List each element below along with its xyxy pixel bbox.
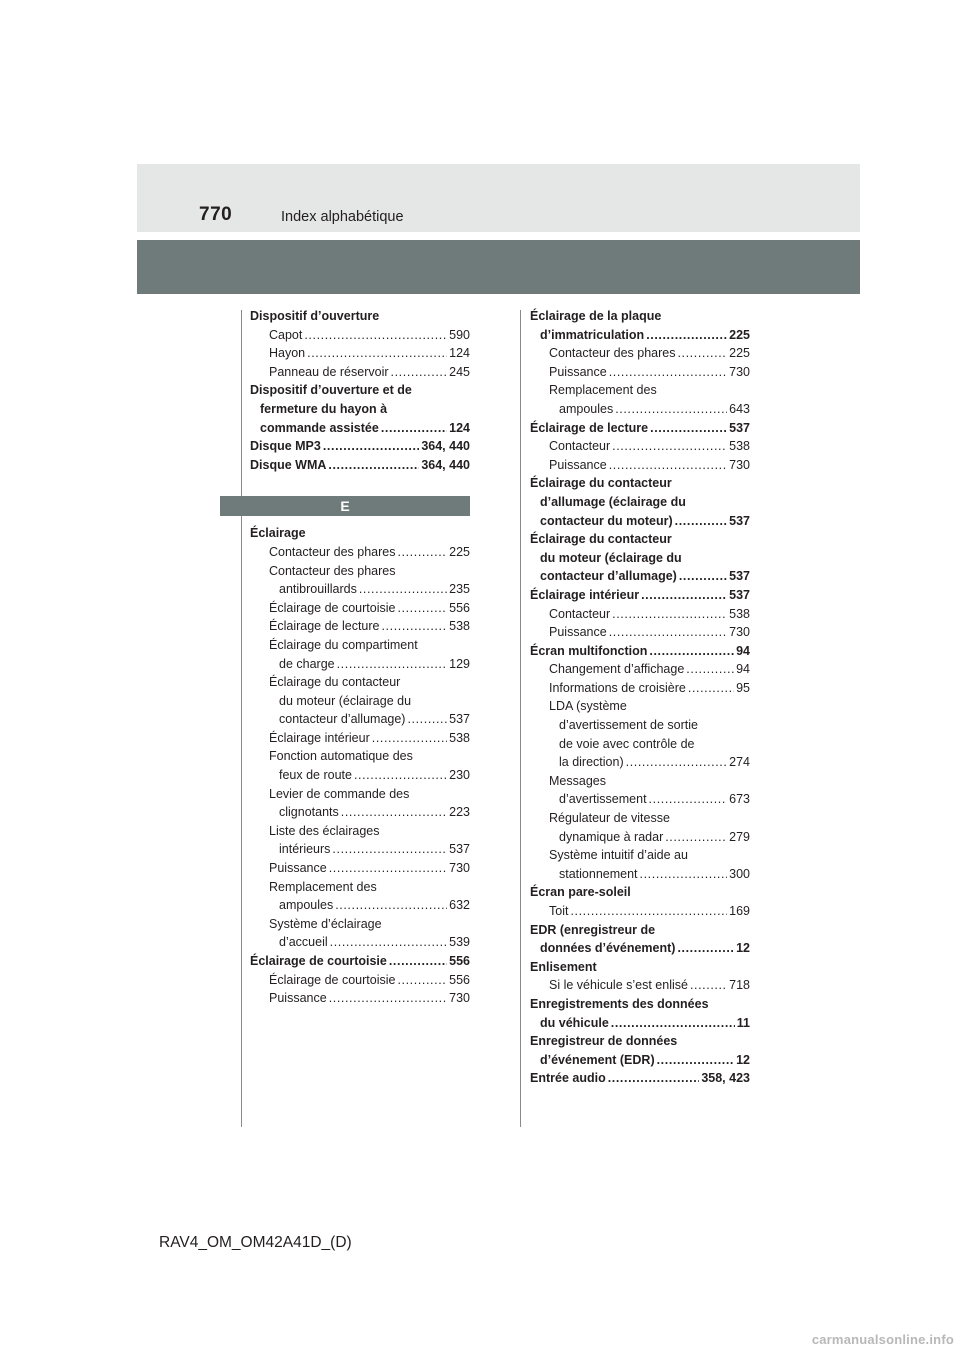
entry-text: Dispositif d’ouverture	[250, 309, 380, 323]
entry-text: LDA (système	[549, 699, 627, 714]
entries-e-continued	[530, 307, 750, 1088]
entry-text: stationnement	[559, 866, 638, 881]
index-entry	[530, 1032, 750, 1051]
leader-dots	[341, 803, 447, 822]
entry-text: Régulateur de vitesse	[549, 811, 670, 826]
index-entry	[530, 549, 750, 568]
leader-dots	[381, 617, 447, 636]
index-entry	[530, 1069, 750, 1088]
index-entry	[530, 1014, 750, 1033]
index-entry	[250, 822, 470, 841]
index-entry	[530, 307, 750, 326]
entry-text: Contacteur des phares	[269, 563, 396, 578]
index-entry	[530, 326, 750, 345]
entry-text: contacteur du moteur)	[540, 513, 673, 528]
leader-dots	[690, 976, 727, 995]
index-entry	[530, 902, 750, 921]
page-reference: 94	[736, 662, 750, 677]
entry-text: Écran multifonction	[530, 643, 648, 658]
leader-dots	[615, 400, 727, 419]
index-entry	[530, 939, 750, 958]
entry-text: de charge	[279, 656, 335, 671]
entry-text: Remplacement des	[549, 383, 657, 398]
leader-dots	[608, 1069, 700, 1088]
index-entry	[530, 605, 750, 624]
entry-text: ampoules	[559, 401, 614, 416]
index-entry	[530, 735, 750, 754]
index-entry	[250, 729, 470, 748]
index-entry	[250, 840, 470, 859]
entry-text: Contacteur	[549, 439, 611, 454]
page-reference: 129	[449, 656, 470, 671]
page-reference: 590	[449, 327, 470, 342]
index-entry	[250, 896, 470, 915]
entry-text: d’accueil	[279, 935, 328, 950]
entry-text: Changement d’affichage	[549, 662, 685, 677]
entry-text: Puissance	[549, 364, 607, 379]
page-reference: 11	[736, 1015, 750, 1030]
index-entry	[530, 437, 750, 456]
entry-text: fermeture du hayon à	[260, 401, 388, 416]
index-entry	[530, 921, 750, 940]
entry-text: antibrouillards	[279, 582, 357, 597]
entry-text: contacteur d’allumage)	[540, 569, 677, 584]
index-entry	[250, 803, 470, 822]
entry-text: contacteur d’allumage)	[279, 712, 406, 727]
leader-dots	[304, 326, 447, 345]
document-code: RAV4_OM_OM42A41D_(D)	[159, 1234, 352, 1251]
index-entry	[250, 617, 470, 636]
index-entry	[530, 753, 750, 772]
header-bar	[137, 240, 860, 294]
entry-text: du moteur (éclairage du	[279, 693, 412, 708]
entry-text: du véhicule	[540, 1015, 609, 1030]
entry-text: Éclairage intérieur	[269, 730, 370, 745]
index-entry	[250, 878, 470, 897]
page-reference: 539	[449, 935, 470, 950]
entry-text: d’immatriculation	[540, 327, 645, 342]
entry-text: Éclairage intérieur	[530, 587, 640, 602]
index-entry	[250, 692, 470, 711]
entry-text: ampoules	[279, 898, 334, 913]
page-reference: 537	[449, 712, 470, 727]
page-reference: 94	[736, 643, 750, 658]
page-reference: 169	[729, 904, 750, 918]
index-entry	[250, 580, 470, 599]
page-reference: 537	[449, 842, 470, 857]
page-reference: 358, 423	[701, 1071, 750, 1086]
entry-text: Éclairage du contacteur	[530, 476, 672, 491]
index-entry	[250, 971, 470, 990]
entry-text: Éclairage de lecture	[269, 619, 380, 634]
leader-dots	[330, 933, 448, 952]
entry-text: Éclairage de courtoisie	[250, 954, 387, 968]
index-entry	[530, 976, 750, 995]
leader-dots	[640, 865, 728, 884]
entry-text: Éclairage du compartiment	[269, 637, 418, 652]
page-reference: 124	[449, 346, 470, 361]
entry-text: Système intuitif d’aide au	[549, 848, 688, 863]
leader-dots	[372, 729, 447, 748]
page-reference: 364, 440	[421, 439, 470, 454]
page-reference: 538	[729, 439, 750, 454]
index-entry	[530, 716, 750, 735]
entry-text: Capot	[269, 327, 303, 342]
leader-dots	[650, 419, 727, 438]
index-entry	[530, 958, 750, 977]
entry-text: Informations de croisière	[549, 680, 686, 695]
index-entry	[530, 846, 750, 865]
index-entry	[530, 642, 750, 661]
entry-text: Si le véhicule s’est enlisé	[549, 978, 688, 993]
page-reference: 730	[729, 625, 750, 640]
leader-dots	[397, 543, 447, 562]
index-entry	[530, 790, 750, 809]
leader-dots	[688, 679, 734, 698]
page-reference: 230	[449, 768, 470, 783]
entry-text: clignotants	[279, 805, 339, 820]
page-reference: 730	[729, 364, 750, 379]
index-entry	[530, 1051, 750, 1070]
entry-text: Éclairage de courtoisie	[269, 600, 396, 615]
index-entry	[250, 710, 470, 729]
index-entry	[530, 883, 750, 902]
page-reference: 718	[729, 978, 750, 993]
leader-dots	[649, 642, 734, 661]
index-entry	[250, 673, 470, 692]
page-reference: 556	[449, 600, 470, 615]
page-reference: 12	[736, 1052, 750, 1067]
index-entry	[530, 623, 750, 642]
index-entry	[530, 493, 750, 512]
index-entry	[530, 419, 750, 438]
index-entry	[250, 655, 470, 674]
index-entry	[250, 933, 470, 952]
entry-text: Disque MP3	[250, 439, 321, 454]
entry-text: Hayon	[269, 346, 306, 361]
index-entry	[530, 828, 750, 847]
index-entry	[250, 381, 470, 400]
leader-dots	[675, 512, 727, 531]
index-entry	[250, 785, 470, 804]
leader-dots	[646, 326, 727, 345]
page-reference: 225	[729, 346, 750, 361]
index-entry	[530, 586, 750, 605]
entry-text: Toit	[549, 904, 569, 918]
leader-dots	[626, 753, 728, 772]
leader-dots	[391, 363, 448, 382]
leader-dots	[335, 896, 447, 915]
entry-text: Puissance	[549, 625, 607, 640]
index-entry	[530, 660, 750, 679]
page-reference: 538	[449, 619, 470, 634]
index-entry	[530, 381, 750, 400]
page-reference: 537	[729, 587, 750, 602]
leader-dots	[381, 419, 447, 438]
index-entry	[530, 530, 750, 549]
index-entry	[250, 952, 470, 971]
leader-dots	[329, 859, 447, 878]
index-entry	[530, 400, 750, 419]
index-entry	[250, 562, 470, 581]
index-column-1	[250, 307, 470, 1008]
leader-dots	[649, 790, 728, 809]
entry-text: Dispositif d’ouverture et de	[250, 383, 412, 398]
index-entry	[530, 456, 750, 475]
index-entry	[250, 419, 470, 438]
entry-text: commande assistée	[260, 420, 379, 435]
leader-dots	[329, 989, 447, 1008]
page-reference: 364, 440	[421, 457, 470, 472]
page-reference: 556	[449, 954, 470, 968]
leader-dots	[679, 567, 727, 586]
entries-d	[250, 307, 470, 474]
index-entry	[250, 307, 470, 326]
page-reference: 12	[736, 941, 750, 956]
leader-dots	[641, 586, 727, 605]
index-entry	[530, 772, 750, 791]
page-reference: 643	[729, 401, 750, 416]
entry-text: du moteur (éclairage du	[540, 550, 682, 565]
index-entry	[250, 636, 470, 655]
page-reference: 245	[449, 364, 470, 379]
leader-dots	[609, 363, 727, 382]
page-reference: 225	[449, 544, 470, 559]
header-band	[137, 164, 860, 232]
entry-text: intérieurs	[279, 842, 331, 857]
leader-dots	[407, 710, 447, 729]
leader-dots	[609, 623, 727, 642]
index-entry	[250, 524, 470, 543]
entry-text: dynamique à radar	[559, 829, 664, 844]
entry-text: d’allumage (éclairage du	[540, 494, 686, 509]
entry-text: feux de route	[279, 768, 352, 783]
letter-heading-e: E	[220, 496, 470, 516]
index-entry	[250, 989, 470, 1008]
leader-dots	[677, 939, 734, 958]
leader-dots	[359, 580, 447, 599]
entry-text: EDR (enregistreur de	[530, 922, 656, 937]
entry-text: Disque WMA	[250, 457, 327, 472]
leader-dots	[323, 437, 419, 456]
index-entry	[250, 747, 470, 766]
page-number: 770	[199, 204, 233, 225]
entry-text: Éclairage	[250, 526, 306, 541]
entry-text: Éclairage de lecture	[530, 420, 649, 435]
entry-text: Enregistrements des données	[530, 996, 709, 1011]
entry-text: Contacteur des phares	[549, 346, 676, 361]
index-entry	[250, 363, 470, 382]
entry-text: de voie avec contrôle de	[559, 736, 695, 751]
entry-text: Écran pare-soleil	[530, 885, 631, 900]
index-column-2	[530, 307, 750, 1088]
page-reference: 730	[729, 457, 750, 472]
index-entry	[250, 326, 470, 345]
entry-text: d’événement (EDR)	[540, 1052, 655, 1067]
index-entry	[530, 512, 750, 531]
entry-text: Éclairage du contacteur	[530, 532, 672, 547]
leader-dots	[307, 344, 447, 363]
entry-text: d’avertissement de sortie	[559, 718, 698, 733]
entry-text: données d’événement)	[540, 941, 676, 956]
index-entry	[530, 474, 750, 493]
entries-e	[250, 524, 470, 1007]
index-entry	[530, 865, 750, 884]
page-reference: 225	[729, 327, 750, 342]
leader-dots	[389, 952, 447, 971]
page-reference: 300	[729, 866, 750, 881]
page-reference: 556	[449, 972, 470, 987]
entry-text: Messages	[549, 773, 606, 788]
page-reference: 730	[449, 861, 470, 876]
entry-text: Puissance	[549, 457, 607, 472]
entry-text: Éclairage du contacteur	[269, 675, 401, 690]
page-reference: 537	[729, 420, 750, 435]
index-entry	[530, 344, 750, 363]
entry-text: Liste des éclairages	[269, 823, 380, 838]
index-entry	[250, 859, 470, 878]
entry-text: Fonction automatique des	[269, 749, 413, 764]
index-entry	[530, 679, 750, 698]
page-reference: 124	[449, 420, 470, 435]
page-reference: 274	[729, 755, 750, 770]
leader-dots	[612, 437, 727, 456]
entry-text: Enregistreur de données	[530, 1034, 678, 1049]
leader-dots	[612, 605, 727, 624]
index-entry	[250, 599, 470, 618]
index-entry	[250, 543, 470, 562]
page-reference: 279	[729, 829, 750, 844]
index-entry	[530, 995, 750, 1014]
leader-dots	[686, 660, 734, 679]
leader-dots	[397, 971, 447, 990]
page-reference: 730	[449, 991, 470, 1006]
index-entry	[530, 363, 750, 382]
leader-dots	[337, 655, 448, 674]
section-title: Index alphabétique	[281, 209, 404, 225]
entry-text: Éclairage de courtoisie	[269, 972, 396, 987]
entry-text: Levier de commande des	[269, 786, 410, 801]
leader-dots	[657, 1051, 734, 1070]
page-reference: 537	[729, 513, 750, 528]
column-divider-left	[241, 310, 242, 1127]
page-reference: 538	[729, 606, 750, 621]
column-divider-middle	[520, 310, 521, 1127]
leader-dots	[611, 1014, 735, 1033]
page-reference: 538	[449, 730, 470, 745]
leader-dots	[570, 902, 727, 921]
index-entry	[530, 809, 750, 828]
watermark: carmanualsonline.info	[811, 1332, 954, 1347]
index-entry	[530, 567, 750, 586]
page-reference: 673	[729, 792, 750, 807]
entry-text: Remplacement des	[269, 879, 377, 894]
leader-dots	[332, 840, 447, 859]
entry-text: Éclairage de la plaque	[530, 309, 662, 323]
entry-text: Enlisement	[530, 959, 597, 974]
leader-dots	[397, 599, 447, 618]
index-entry	[250, 400, 470, 419]
page-reference: 632	[449, 898, 470, 913]
leader-dots	[665, 828, 727, 847]
entry-text: Contacteur	[549, 606, 611, 621]
index-entry	[250, 437, 470, 456]
index-entry	[250, 766, 470, 785]
index-entry	[250, 915, 470, 934]
entry-text: Puissance	[269, 861, 327, 876]
index-entry	[250, 344, 470, 363]
index-entry	[530, 697, 750, 716]
leader-dots	[328, 456, 419, 475]
entry-text: la direction)	[559, 755, 624, 770]
entry-text: d’avertissement	[559, 792, 647, 807]
index-entry	[250, 456, 470, 475]
leader-dots	[354, 766, 447, 785]
leader-dots	[677, 344, 727, 363]
entry-text: Système d’éclairage	[269, 916, 382, 931]
page-reference: 95	[736, 680, 750, 695]
leader-dots	[609, 456, 727, 475]
page-reference: 235	[449, 582, 470, 597]
entry-text: Entrée audio	[530, 1071, 606, 1086]
entry-text: Contacteur des phares	[269, 544, 396, 559]
page-reference: 537	[729, 569, 750, 584]
entry-text: Panneau de réservoir	[269, 364, 389, 379]
page-reference: 223	[449, 805, 470, 820]
entry-text: Puissance	[269, 991, 327, 1006]
